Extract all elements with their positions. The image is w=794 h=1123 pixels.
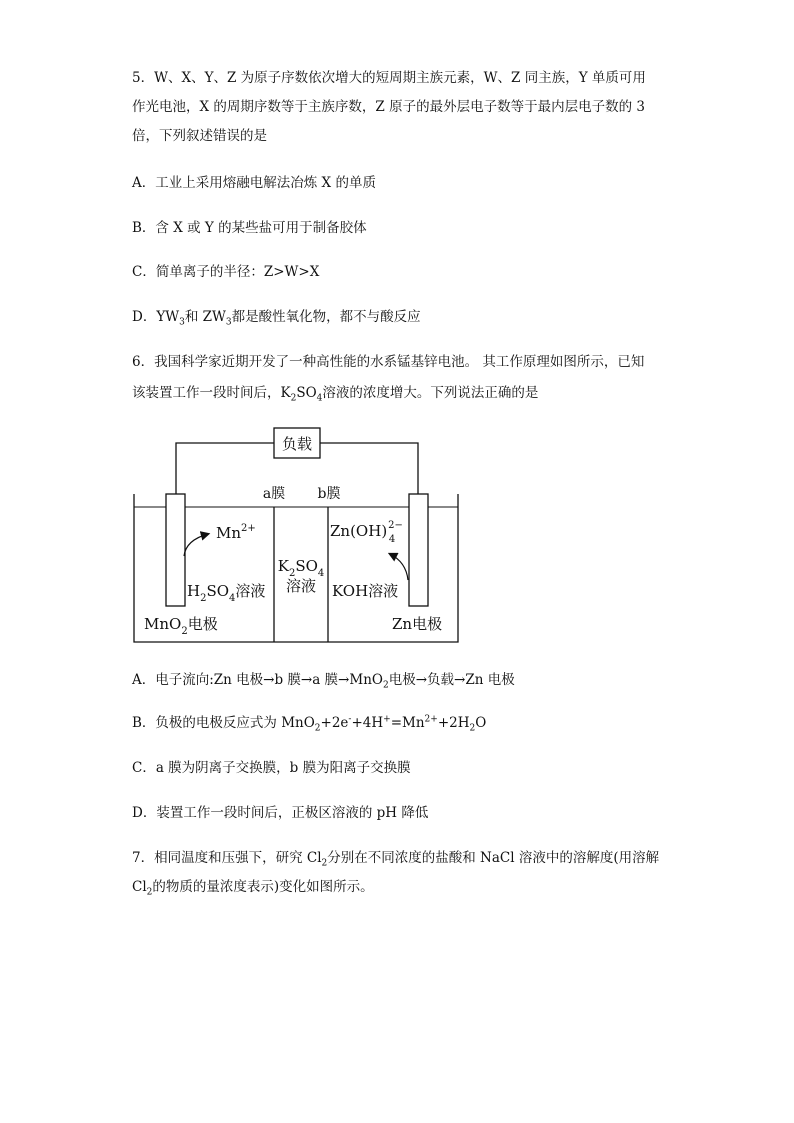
q6-stem-line2: 该装置工作一段时间后，$K_2SO_4$溶液的浓度增大。下列说法正确的是 bbox=[132, 385, 539, 404]
mno2-electrode-label: MnO$_2$电极 bbox=[144, 615, 218, 637]
q7-stem-line1: 7．相同温度和压强下，研究 $Cl_2$分别在不同浓度的盐酸和 NaCl 溶液中的溶解度(用溶解 bbox=[132, 850, 660, 869]
membrane-b-label: b膜 bbox=[317, 486, 341, 502]
q5-stem-line2: 作光电池，X 的周期序数等于主族序数，Z 原子的最外层电子数等于最内层电子数的 3 bbox=[132, 99, 645, 115]
membrane-a-label: a膜 bbox=[262, 486, 286, 502]
h2so4-label: $H_2SO_4$溶液 bbox=[187, 582, 266, 604]
zincate-label: Zn(OH)$^{2-}$ 4 bbox=[330, 520, 403, 545]
mn-ion-label: $Mn^{2+}$ bbox=[216, 523, 256, 542]
left-wire bbox=[176, 443, 274, 494]
zn-electrode-label: Zn电极 bbox=[392, 615, 443, 633]
q5-stem-line1: 5．W、X、Y、Z 为原子序数依次增大的短周期主族元素，W、Z 同主族，Y 单质可用 bbox=[132, 70, 646, 86]
k2so4-solution-label: 溶液 bbox=[285, 577, 317, 595]
q6-option-b: B．负极的电极反应式为 $MnO_2+2e^-+4H^+=Mn^{2+}+2H_2O$ bbox=[132, 714, 487, 734]
q6-option-a: A．电子流向:Zn 电极→b 膜→a 膜→MnO$_2$电极→负载→Zn 电极 bbox=[132, 672, 515, 691]
q6-stem-line1: 6．我国科学家近期开发了一种高性能的水系锰基锌电池。 其工作原理如图所示，已知 bbox=[132, 354, 645, 370]
q5-option-d: D．$YW_3$和 $ZW_3$都是酸性氧化物，都不与酸反应 bbox=[132, 309, 421, 328]
q5-stem-line3: 倍，下列叙述错误的是 bbox=[132, 128, 267, 144]
q6-option-d: D．装置工作一段时间后，正极区溶液的 pH 降低 bbox=[132, 805, 429, 821]
q5-option-b: B．含 X 或 Y 的某些盐可用于制备胶体 bbox=[132, 220, 367, 236]
k2so4-formula: $K_2SO_4$ bbox=[277, 557, 325, 579]
zn-arrow bbox=[390, 554, 408, 580]
load-label: 负载 bbox=[281, 435, 313, 453]
q7-stem-line2: $Cl_2$的物质的量浓度表示)变化如图所示。 bbox=[132, 879, 374, 898]
battery-diagram bbox=[132, 424, 462, 646]
mno2-electrode bbox=[166, 494, 185, 606]
q5-option-a: A．工业上采用熔融电解法冶炼 X 的单质 bbox=[132, 175, 376, 191]
mn-arrow bbox=[184, 534, 208, 556]
zn-electrode bbox=[409, 494, 428, 606]
q5-option-c: C．简单离子的半径：Z>W>X bbox=[132, 264, 320, 280]
q6-option-c: C．a 膜为阴离子交换膜，b 膜为阳离子交换膜 bbox=[132, 760, 411, 776]
koh-label: KOH溶液 bbox=[332, 582, 399, 600]
